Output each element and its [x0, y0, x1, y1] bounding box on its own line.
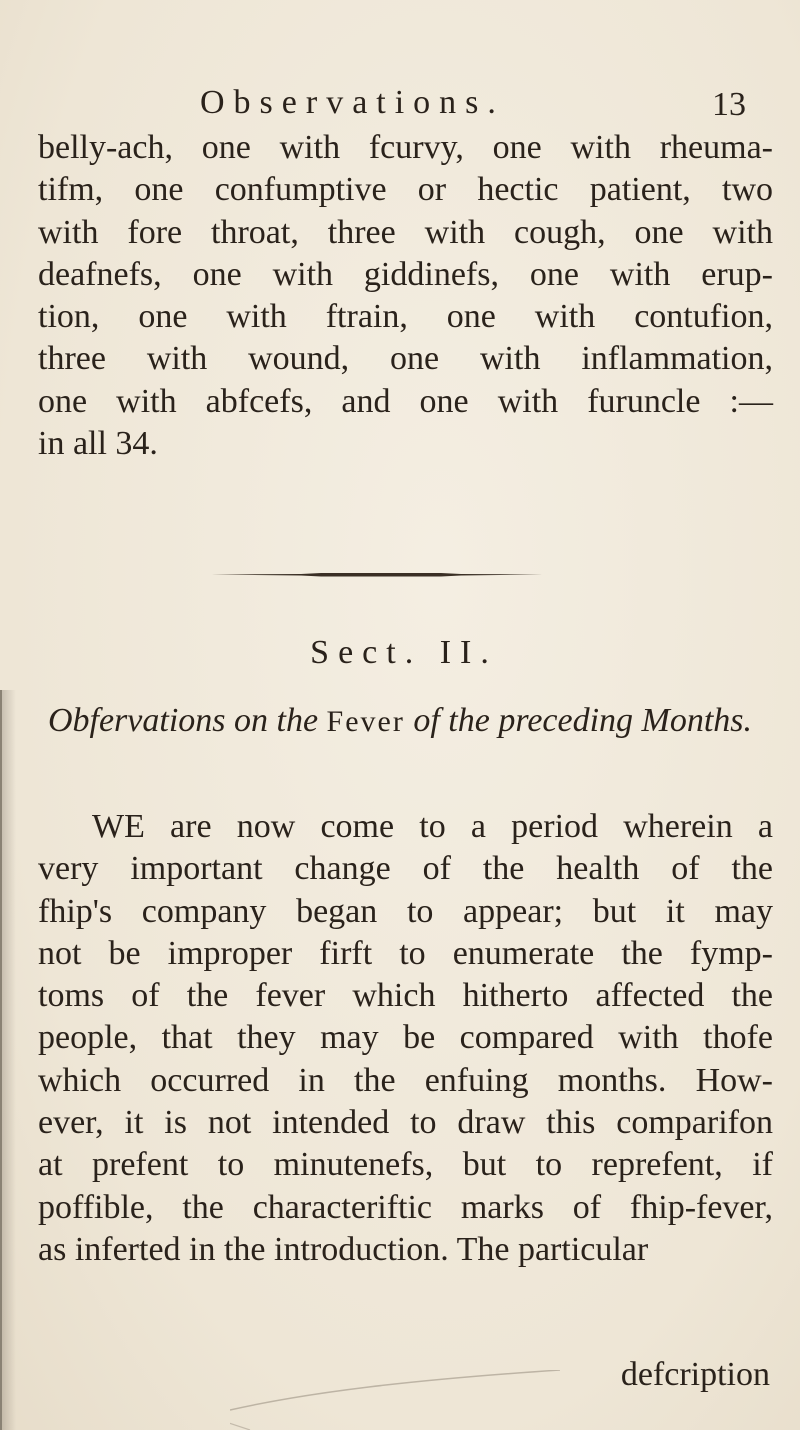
text-line: three with wound, one with inflammation, — [38, 340, 773, 378]
subtitle-part-2: Fever — [326, 705, 405, 738]
section-divider-rule — [211, 571, 543, 578]
text-line: tifm, one confumptive or hectic patient, two — [38, 171, 773, 209]
page-number: 13 — [712, 86, 746, 123]
subtitle-part-3: of the preceding Months. — [413, 702, 753, 739]
text-line: one with abfcefs, and one with furuncle :— — [38, 382, 773, 420]
text-line: in all 34. — [38, 425, 158, 463]
text-line: ever, it is not intended to draw this comparifon — [38, 1104, 773, 1142]
page-edge-shadow — [0, 690, 16, 1430]
section-heading: Sect. II. — [310, 634, 498, 671]
text-line: belly-ach, one with fcurvy, one with rheuma- — [38, 129, 773, 166]
paragraph-fever — [38, 806, 773, 1271]
text-line: deafnefs, one with giddinefs, one with erup- — [38, 255, 773, 293]
catchword: defcription — [620, 1356, 770, 1393]
text-line: very important change of the health of the — [38, 850, 773, 888]
text-line: with fore throat, three with cough, one with — [38, 213, 773, 251]
paragraph-case-list — [38, 127, 773, 465]
text-line: tion, one with ftrain, one with contufion, — [38, 298, 773, 336]
text-line: poffible, the characteriftic marks of fhip-fever, — [38, 1188, 773, 1226]
text-line: not be improper firft to enumerate the fymp- — [38, 934, 773, 972]
subtitle-part-1: Obfervations on the — [47, 702, 319, 739]
text-line: at prefent to minutenefs, but to reprefent, if — [38, 1146, 773, 1184]
text-line: WE are now come to a period wherein a — [92, 808, 773, 845]
text-line: as inferted in the introduction. The particular — [38, 1230, 649, 1268]
section-subtitle — [0, 702, 800, 740]
text-line: people, that they may be compared with thofe — [38, 1019, 773, 1057]
text-line: toms of the fever which hitherto affected the — [38, 977, 773, 1015]
paper-crease-mark — [230, 1370, 560, 1430]
text-line: fhip's company began to appear; but it may — [38, 892, 773, 930]
running-head: Observations. — [200, 84, 505, 121]
text-line: which occurred in the enfuing months. How- — [38, 1061, 773, 1099]
